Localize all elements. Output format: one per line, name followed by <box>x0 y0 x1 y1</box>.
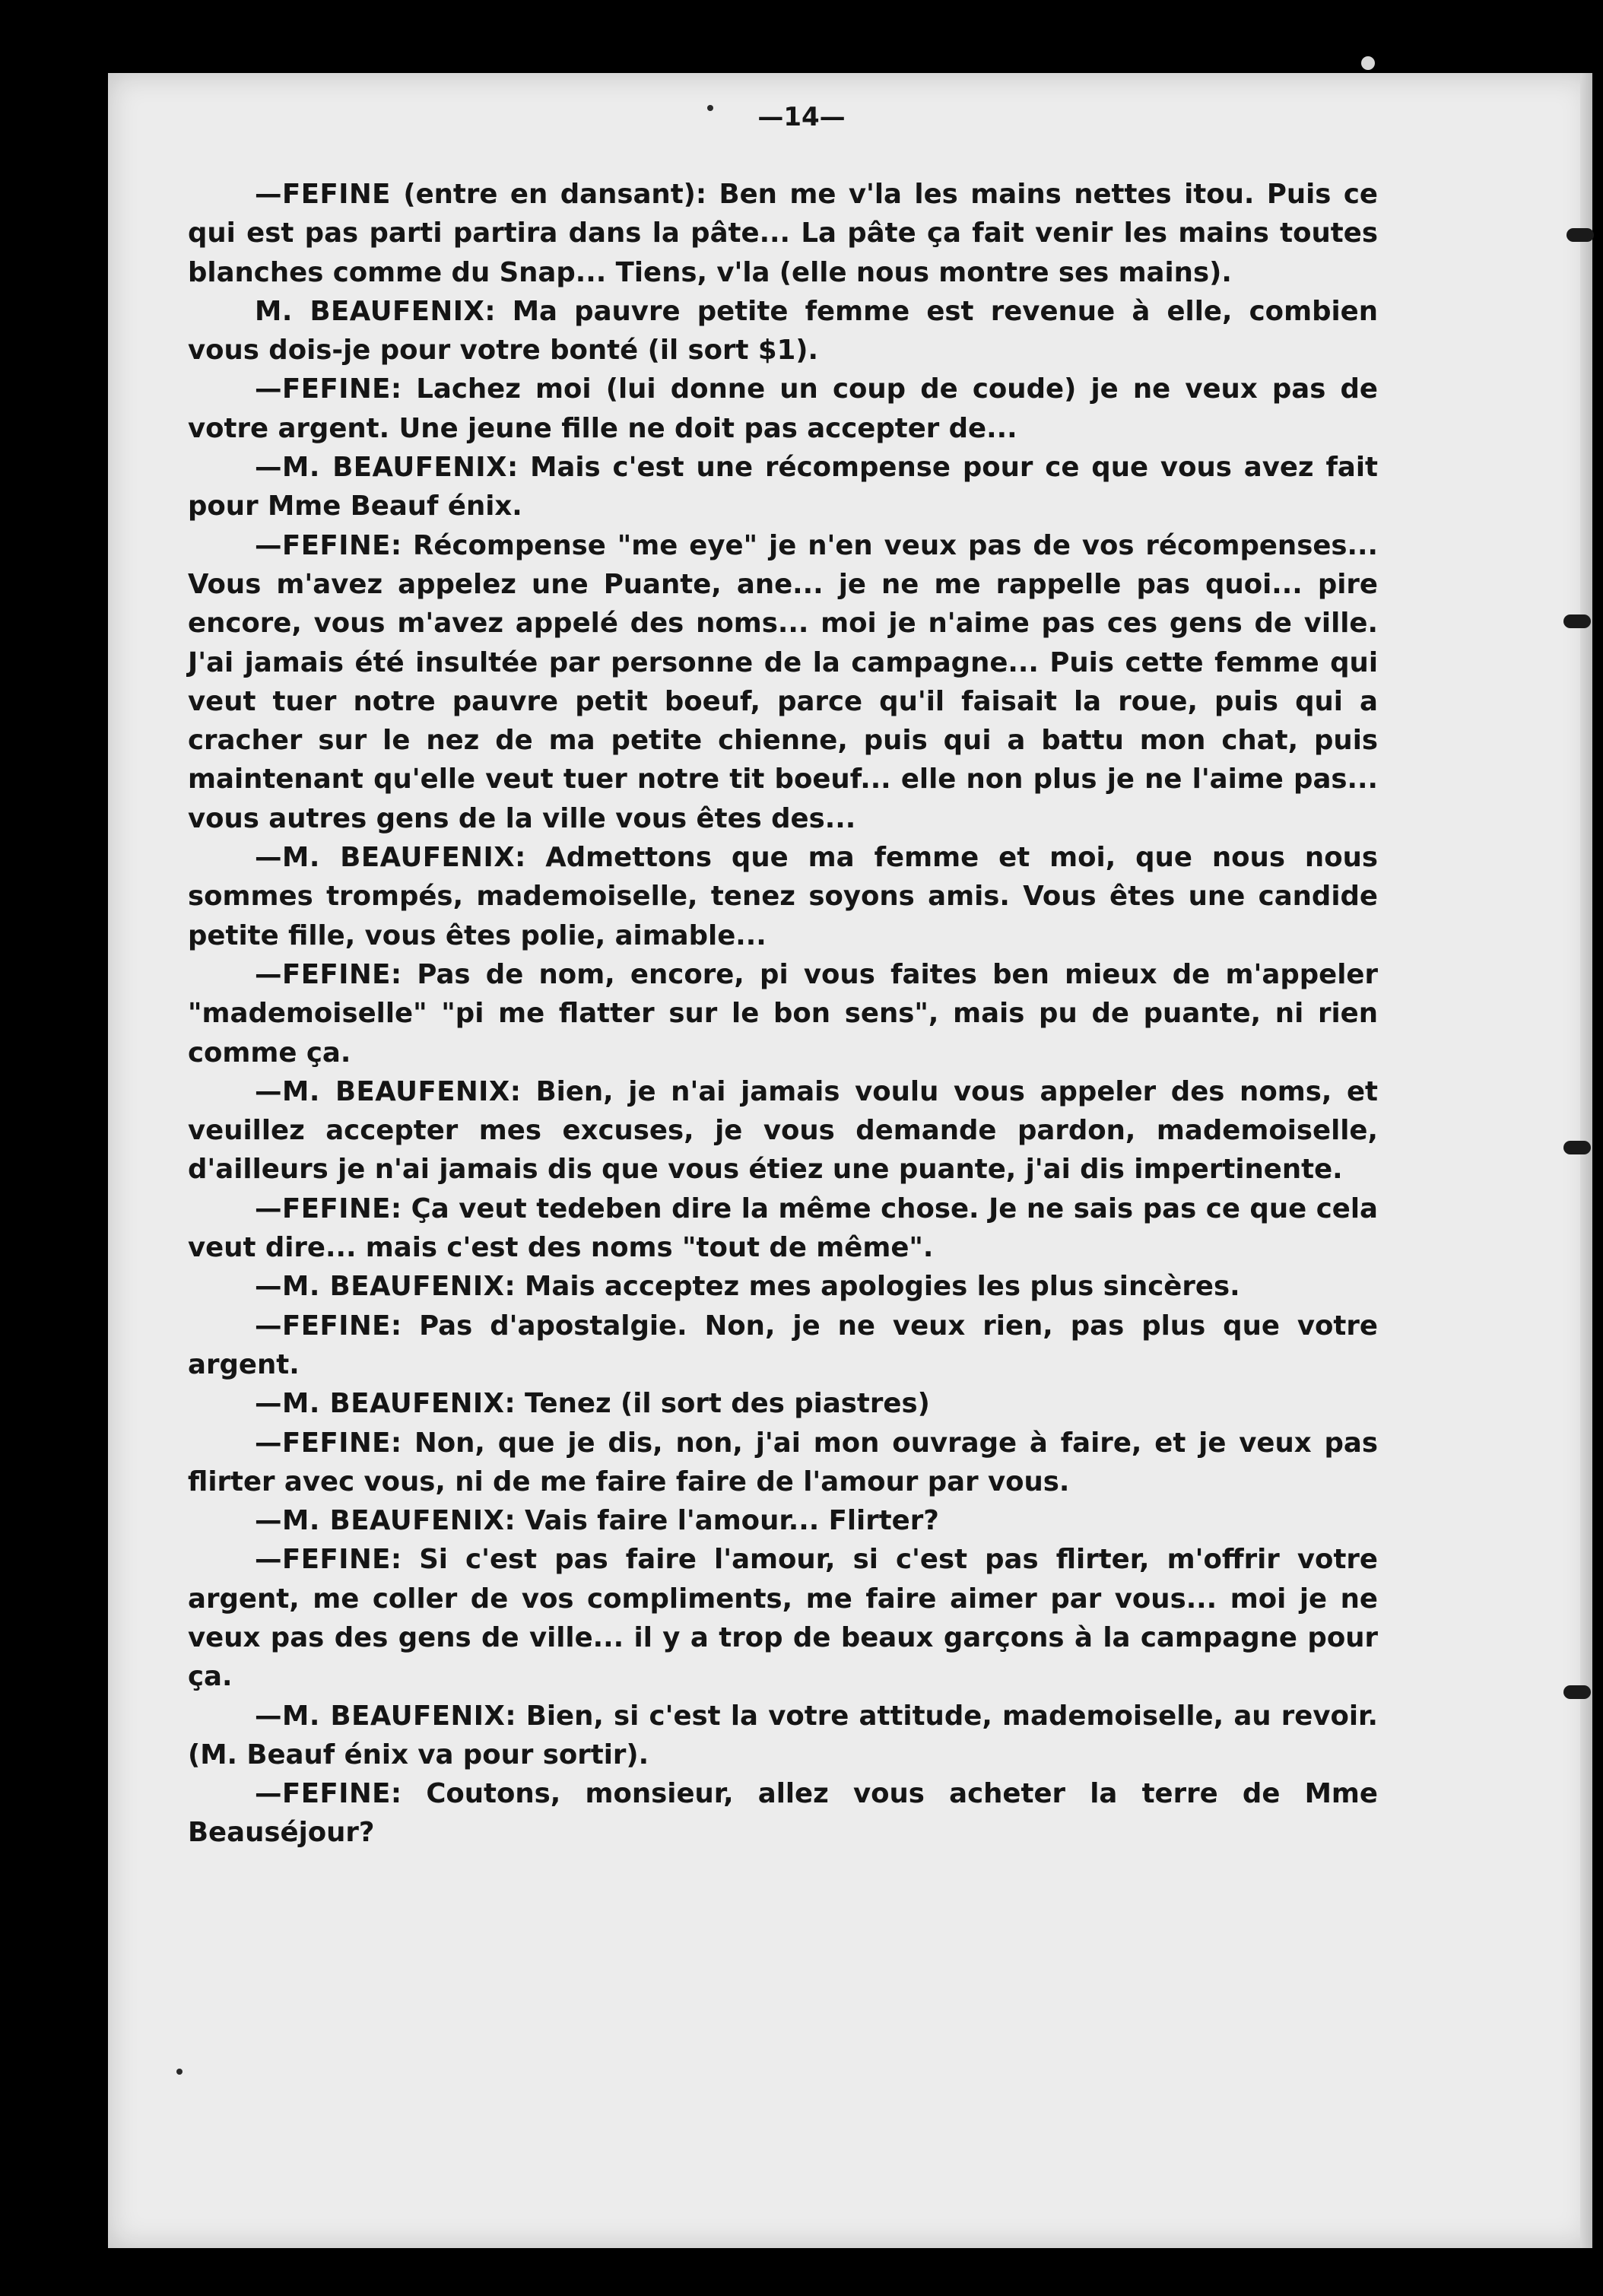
dialogue-text: : Si c'est pas faire l'amour, si c'est pas flirter, m'offrir votre argent, me coller de vos compliments, me faire aimer par vous... moi je ne veux pas des gens de ville... il y a trop de beaux garçons à la campagne pour ça. <box>188 1544 1378 1693</box>
dialogue-paragraph <box>188 292 1378 370</box>
speaker-name: —FEFINE <box>255 1310 391 1342</box>
speaker-name: —FEFINE <box>255 529 391 561</box>
dialogue-paragraph <box>188 1697 1378 1775</box>
dialogue-paragraph <box>188 955 1378 1072</box>
dialogue-paragraph <box>188 448 1378 526</box>
speaker-name: —M. BEAUFENIX <box>255 1505 505 1537</box>
dialogue-text: : Pas de nom, encore, pi vous faites ben mieux de m'appeler "mademoiselle" "pi me flatter sur le bon sens", mais pu de puante, ni rien comme ça. <box>188 958 1378 1069</box>
page-number: —14— <box>757 102 846 132</box>
dialogue-text: : Coutons, monsieur, allez vous acheter la terre de Mme Beauséjour? <box>188 1778 1378 1849</box>
dialogue-paragraph <box>188 1774 1378 1853</box>
dialogue-paragraph <box>188 526 1378 838</box>
binding-mark <box>1563 614 1591 628</box>
dialogue-paragraph <box>188 1384 1378 1423</box>
dialogue-text: : Vais faire l'amour... Flirter? <box>504 1505 939 1537</box>
dialogue-text: : Bien, si c'est la votre attitude, mademoiselle, au revoir. (M. Beauf énix va pour sortir). <box>188 1700 1378 1770</box>
page-text <box>188 175 1378 1853</box>
dialogue-paragraph <box>188 175 1378 292</box>
dialogue-text: : Pas d'apostalgie. Non, je ne veux rien, pas plus que votre argent. <box>188 1310 1378 1380</box>
speaker-name: —FEFINE <box>255 179 391 210</box>
dialogue-paragraph <box>188 1189 1378 1268</box>
dialogue-text: : Mais c'est une récompense pour ce que vous avez fait pour Mme Beauf énix. <box>188 452 1378 522</box>
dialogue-text: : Lachez moi (lui donne un coup de coude) je ne veux pas de votre argent. Une jeune fille ne doit pas accepter de... <box>188 373 1378 444</box>
speaker-name: —M. BEAUFENIX <box>255 1388 505 1420</box>
page-edge <box>1580 73 1592 2248</box>
speaker-name: M. BEAUFENIX <box>255 295 485 327</box>
dialogue-paragraph <box>188 1424 1378 1502</box>
dialogue-text: : Ma pauvre petite femme est revenue à elle, combien vous dois-je pour votre bonté (il sort $1). <box>188 295 1378 367</box>
binding-mark <box>1563 1141 1591 1154</box>
dialogue-text: : Admettons que ma femme et moi, que nous nous sommes trompés, mademoiselle, tenez soyons amis. Vous êtes une candide petite fille, vous êtes polie, aimable... <box>188 842 1378 951</box>
scan-dot <box>176 2069 183 2075</box>
speaker-name: —M. BEAUFENIX <box>255 1271 505 1303</box>
dialogue-paragraph <box>188 1307 1378 1385</box>
dialogue-text: : Bien, je n'ai jamais voulu vous appeler des noms, et veuillez accepter mes excuses, je vous demande pardon, mademoiselle, d'ailleurs je n'ai jamais dis que vous étiez une puante, j'ai dis impertinente. <box>188 1075 1378 1186</box>
binding-mark <box>1566 228 1594 242</box>
speaker-name: —FEFINE <box>255 1544 391 1576</box>
speaker-name: —M. BEAUFENIX <box>255 1700 506 1732</box>
binding-mark <box>1563 1685 1591 1699</box>
speaker-name: —M. BEAUFENIX <box>255 1075 510 1107</box>
speaker-name: —FEFINE <box>255 1427 391 1459</box>
speaker-name: —FEFINE <box>255 373 391 405</box>
dialogue-text: : Récompense "me eye" je n'en veux pas de vos récompenses... Vous m'avez appelez une Puante, ane... je ne me rappelle pas quoi... pire encore, vous m'avez appelé des noms... moi je n'aime pas ces gens de ville. J'ai jamais été insultée par personne de la campagne... Puis cette femme qui veut tuer notre pauvre petit boeuf, parce qu'il faisait la roue, puis qui a cracher sur le nez de ma petite chienne, puis qui a battu mon chat, puis maintenant qu'elle veut tuer notre tit boeuf... elle non plus je ne l'aime pas... vous autres gens de la ville vous êtes des... <box>188 529 1378 834</box>
dialogue-paragraph <box>188 1540 1378 1696</box>
dialogue-paragraph <box>188 1267 1378 1306</box>
scan-dot <box>1361 56 1375 70</box>
dialogue-paragraph <box>188 370 1378 448</box>
dialogue-paragraph <box>188 838 1378 955</box>
speaker-name: —FEFINE <box>255 1192 391 1224</box>
speaker-name: —M. BEAUFENIX <box>255 452 507 484</box>
dialogue-text: : Non, que je dis, non, j'ai mon ouvrage à faire, et je veux pas flirter avec vous, ni de me faire faire de l'amour par vous. <box>188 1427 1378 1497</box>
speaker-name: —FEFINE <box>255 1778 391 1810</box>
dialogue-paragraph <box>188 1072 1378 1189</box>
speaker-name: —M. BEAUFENIX <box>255 842 516 874</box>
dialogue-text: (entre en dansant): Ben me v'la les mains nettes itou. Puis ce qui est pas parti partira dans la pâte... La pâte ça fait venir les mains toutes blanches comme du Snap... Tiens, v'la (elle nous montre ses mains). <box>188 179 1378 288</box>
dialogue-text: : Tenez (il sort des piastres) <box>504 1388 930 1420</box>
speaker-name: —FEFINE <box>255 958 391 990</box>
dialogue-paragraph <box>188 1501 1378 1540</box>
dialogue-text: : Ça veut tedeben dire la même chose. Je ne sais pas ce que cela veut dire... mais c'est des noms "tout de même". <box>188 1192 1378 1264</box>
dialogue-text: : Mais acceptez mes apologies les plus sincères. <box>504 1271 1240 1303</box>
